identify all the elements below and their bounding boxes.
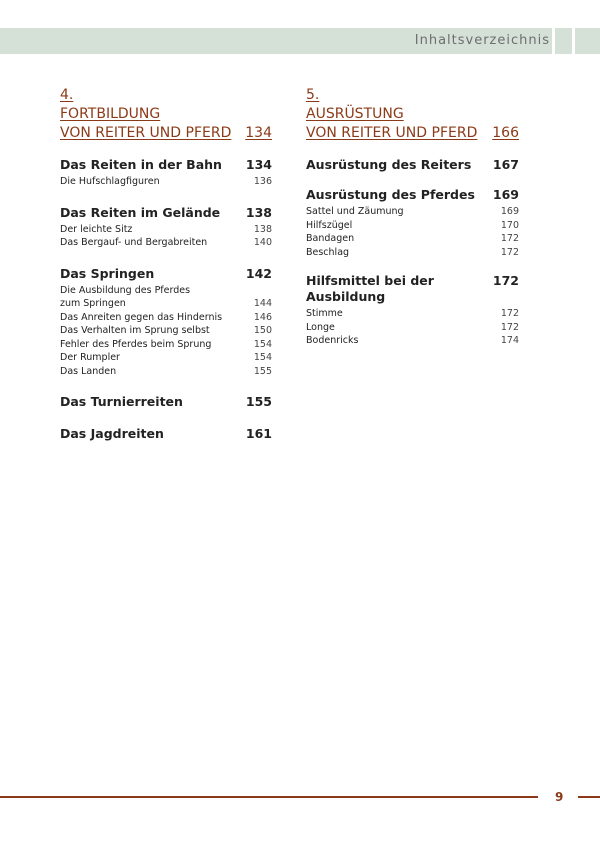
toc-entry[interactable]: [306, 246, 519, 260]
toc-section: [306, 187, 519, 259]
entry-label: Stimme: [306, 308, 343, 319]
section-heading[interactable]: [60, 266, 272, 282]
entry-label: Der Rumpler: [60, 352, 120, 363]
entry-page: 144: [253, 298, 272, 309]
header-divider: [552, 28, 555, 54]
entry-page: 138: [253, 223, 272, 235]
toc-entry[interactable]: [60, 338, 272, 352]
entry-label: zum Springen: [60, 298, 126, 309]
toc-entry[interactable]: [306, 219, 519, 233]
entry-label: Bandagen: [306, 233, 355, 244]
toc-entry[interactable]: [60, 236, 272, 250]
toc-section: [60, 157, 272, 189]
section-page: 167: [492, 157, 519, 172]
entry-page: 154: [253, 338, 272, 350]
section-page: 169: [492, 187, 519, 202]
chapter-number: 4.: [60, 87, 74, 103]
section-heading[interactable]: [60, 157, 272, 173]
chapter-title-line2: VON REITER UND PFERD: [60, 125, 232, 141]
entry-page: 172: [500, 308, 519, 319]
section-page: 161: [245, 426, 272, 441]
section-title: Das Reiten im Gelände: [60, 204, 221, 220]
toc-entry[interactable]: [60, 297, 272, 311]
entry-page: 172: [500, 321, 519, 333]
entry-page: 174: [500, 335, 519, 346]
entry-label: Sattel und Zäumung: [306, 206, 404, 217]
page-number: 9: [555, 790, 564, 804]
chapter-title-line1: AUSRÜSTUNG: [306, 106, 404, 122]
toc-section: [60, 394, 272, 410]
chapter-page: 134: [245, 125, 272, 141]
toc-entry[interactable]: [60, 324, 272, 338]
section-title: Ausrüstung des Reiters: [306, 157, 472, 172]
section-title: Ausrüstung des Pferdes: [306, 187, 475, 202]
chapter-title-line1: FORTBILDUNG: [60, 106, 161, 122]
chapter-page: 166: [492, 125, 519, 141]
chapter-number: 5.: [306, 87, 320, 103]
entry-label: Hilfszügel: [306, 219, 353, 231]
entry-label: Das Bergauf- und Bergabreiten: [60, 237, 208, 248]
section-page: 172: [492, 273, 519, 288]
toc-entry[interactable]: [60, 365, 272, 379]
entry-label: Die Hufschlagfiguren: [60, 176, 160, 187]
header-divider: [572, 28, 575, 54]
entry-label: Der leichte Sitz: [60, 223, 133, 235]
header-title: Inhaltsverzeichnis: [414, 33, 550, 48]
toc-section: [306, 157, 519, 173]
toc-section: [306, 273, 519, 348]
section-heading[interactable]: [306, 157, 519, 173]
section-page: 142: [245, 265, 272, 281]
entry-page: 169: [500, 206, 519, 217]
section-page: 134: [245, 157, 272, 172]
section-heading[interactable]: [60, 394, 272, 410]
entry-page: 150: [253, 325, 272, 336]
entry-label: Das Verhalten im Sprung selbst: [60, 325, 210, 336]
section-page: 138: [245, 204, 272, 220]
footer-rule: [0, 796, 538, 798]
toc-section: [60, 266, 272, 379]
toc-entry[interactable]: [306, 334, 519, 348]
entry-page: 154: [253, 352, 272, 363]
toc-entry[interactable]: [306, 232, 519, 246]
entry-page: 140: [253, 237, 272, 248]
section-page: 155: [245, 394, 272, 409]
entry-label: Beschlag: [306, 246, 350, 258]
toc-column-right: [306, 86, 519, 348]
entry-label: Bodenricks: [306, 335, 359, 346]
toc-entry[interactable]: [306, 205, 519, 219]
footer-rule: [578, 796, 600, 798]
entry-page: 172: [500, 246, 519, 258]
section-title: Hilfsmittel bei der Ausbildung: [306, 273, 434, 304]
toc-section: [60, 205, 272, 250]
toc-section: [60, 426, 272, 442]
entry-label: Die Ausbildung des Pferdes: [60, 284, 191, 296]
toc-entry[interactable]: [60, 351, 272, 365]
toc-entry[interactable]: [60, 311, 272, 325]
toc-entry[interactable]: [306, 307, 519, 321]
section-title: Das Jagdreiten: [60, 426, 164, 441]
entry-label: Das Anreiten gegen das Hindernis: [60, 311, 223, 323]
entry-page: 170: [500, 219, 519, 231]
toc-entry[interactable]: [306, 321, 519, 335]
section-heading[interactable]: [306, 187, 519, 203]
entry-page: 136: [253, 176, 272, 187]
chapter-heading: [306, 86, 519, 143]
section-heading[interactable]: [60, 426, 272, 442]
toc-column-left: [60, 86, 272, 442]
entry-label: Das Landen: [60, 365, 117, 377]
toc-entry[interactable]: [60, 284, 272, 298]
entry-page: 155: [253, 365, 272, 377]
toc-entry[interactable]: [60, 175, 272, 189]
entry-page: 172: [500, 233, 519, 244]
entry-page: 146: [253, 311, 272, 323]
section-heading[interactable]: [306, 273, 519, 305]
entry-label: Longe: [306, 321, 335, 333]
section-heading[interactable]: [60, 205, 272, 221]
section-title: Das Springen: [60, 265, 155, 281]
toc-entry[interactable]: [60, 223, 272, 237]
chapter-heading: [60, 86, 272, 143]
entry-label: Fehler des Pferdes beim Sprung: [60, 338, 212, 350]
chapter-title-line2: VON REITER UND PFERD: [306, 125, 478, 141]
section-title: Das Turnierreiten: [60, 394, 183, 409]
section-title: Das Reiten in der Bahn: [60, 157, 222, 172]
